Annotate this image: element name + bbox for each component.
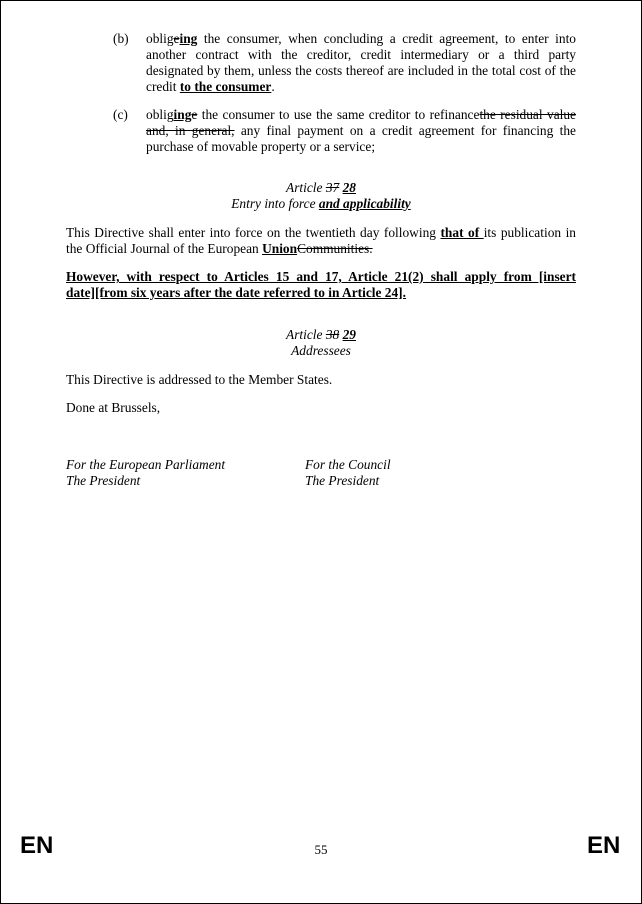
entry-line-2-pre: the Official Journal of the European bbox=[66, 241, 263, 256]
item-c-line-1 bbox=[146, 107, 576, 123]
article-28-number bbox=[0, 180, 642, 196]
item-b-inserted-suffix: ing bbox=[179, 31, 198, 46]
item-b-inserted-consumer: to the consumer bbox=[179, 79, 272, 94]
item-b-line-4-pre: credit bbox=[146, 79, 180, 94]
article-29-new-number: 29 bbox=[342, 327, 356, 342]
item-c-label: (c) bbox=[113, 107, 128, 122]
item-c-word: oblig bbox=[146, 107, 174, 122]
item-b-line-3: designated by them, unless the costs thereof are included in the total cost of the bbox=[146, 63, 576, 78]
signature-parliament bbox=[66, 457, 225, 489]
signature-council bbox=[305, 457, 391, 489]
item-c-line-1-mid: the consumer to use the same creditor to refinance bbox=[197, 107, 480, 122]
item-b-text bbox=[146, 31, 576, 95]
article-28-new-number: 28 bbox=[342, 180, 356, 195]
however-paragraph bbox=[66, 269, 576, 301]
article-28-old-number: 37 bbox=[325, 180, 340, 195]
article-29-title: Addressees bbox=[291, 343, 351, 358]
item-b-line-2: another contract with the creditor, credit intermediary or a third party bbox=[146, 47, 576, 62]
item-c-inserted-suffix: ing bbox=[173, 107, 192, 122]
article-28-prefix: Article bbox=[286, 180, 326, 195]
signature-council-line-2: The President bbox=[305, 473, 380, 488]
entry-line-1-post: its publication in bbox=[483, 225, 576, 240]
item-c-line-3: purchase of movable property or a service; bbox=[146, 139, 376, 154]
entry-inserted-that-of: that of bbox=[440, 225, 484, 240]
signature-council-line-1: For the Council bbox=[305, 457, 391, 472]
entry-line-1-pre: This Directive shall enter into force on the twentieth day following bbox=[66, 225, 441, 240]
article-29-number bbox=[0, 327, 642, 343]
signature-parliament-line-2: The President bbox=[66, 473, 141, 488]
article-28-title-inserted: and applicability bbox=[318, 196, 411, 211]
item-c-line-2-rest: any final payment on a credit agreement for financing the bbox=[234, 123, 577, 138]
done-at-paragraph: Done at Brussels, bbox=[66, 400, 161, 415]
item-c-line-2 bbox=[146, 123, 576, 139]
item-b-line-4-post: . bbox=[271, 79, 275, 94]
article-29-old-number: 38 bbox=[325, 327, 340, 342]
entry-deleted-communities: Communities. bbox=[297, 241, 373, 256]
addressed-paragraph: This Directive is addressed to the Member States. bbox=[66, 372, 333, 387]
entry-inserted-union: Union bbox=[262, 241, 298, 256]
item-b-line-1 bbox=[146, 31, 576, 47]
however-line-2: date][from six years after the date referred to in Article 24]. bbox=[66, 285, 406, 300]
signature-parliament-line-1: For the European Parliament bbox=[66, 457, 226, 472]
however-line-1: However, with respect to Articles 15 and 17, Article 21(2) shall apply from [insert bbox=[66, 269, 576, 284]
item-c-deleted-in-general: and, in general, bbox=[146, 123, 235, 138]
page-number: 55 bbox=[314, 842, 328, 857]
item-c-text bbox=[146, 107, 576, 155]
article-28-title bbox=[0, 196, 642, 212]
language-code-left: EN bbox=[20, 832, 54, 859]
item-c-deleted-residual-value: the residual value bbox=[479, 107, 576, 122]
item-b-word: oblig bbox=[146, 31, 174, 46]
entry-into-force-paragraph bbox=[66, 225, 576, 257]
item-b-label: (b) bbox=[113, 31, 129, 46]
item-b-line-4 bbox=[146, 79, 576, 95]
entry-line-1 bbox=[66, 225, 576, 241]
item-b-line-1-rest: the consumer, when concluding a credit agreement, to enter into bbox=[197, 31, 576, 46]
language-code-right: EN bbox=[587, 832, 621, 859]
entry-line-2 bbox=[66, 241, 576, 257]
item-c-deleted-letter: e bbox=[191, 107, 198, 122]
article-28-title-text: Entry into force bbox=[231, 196, 319, 211]
item-b-deleted-letter: e bbox=[173, 31, 180, 46]
article-29-prefix: Article bbox=[286, 327, 326, 342]
